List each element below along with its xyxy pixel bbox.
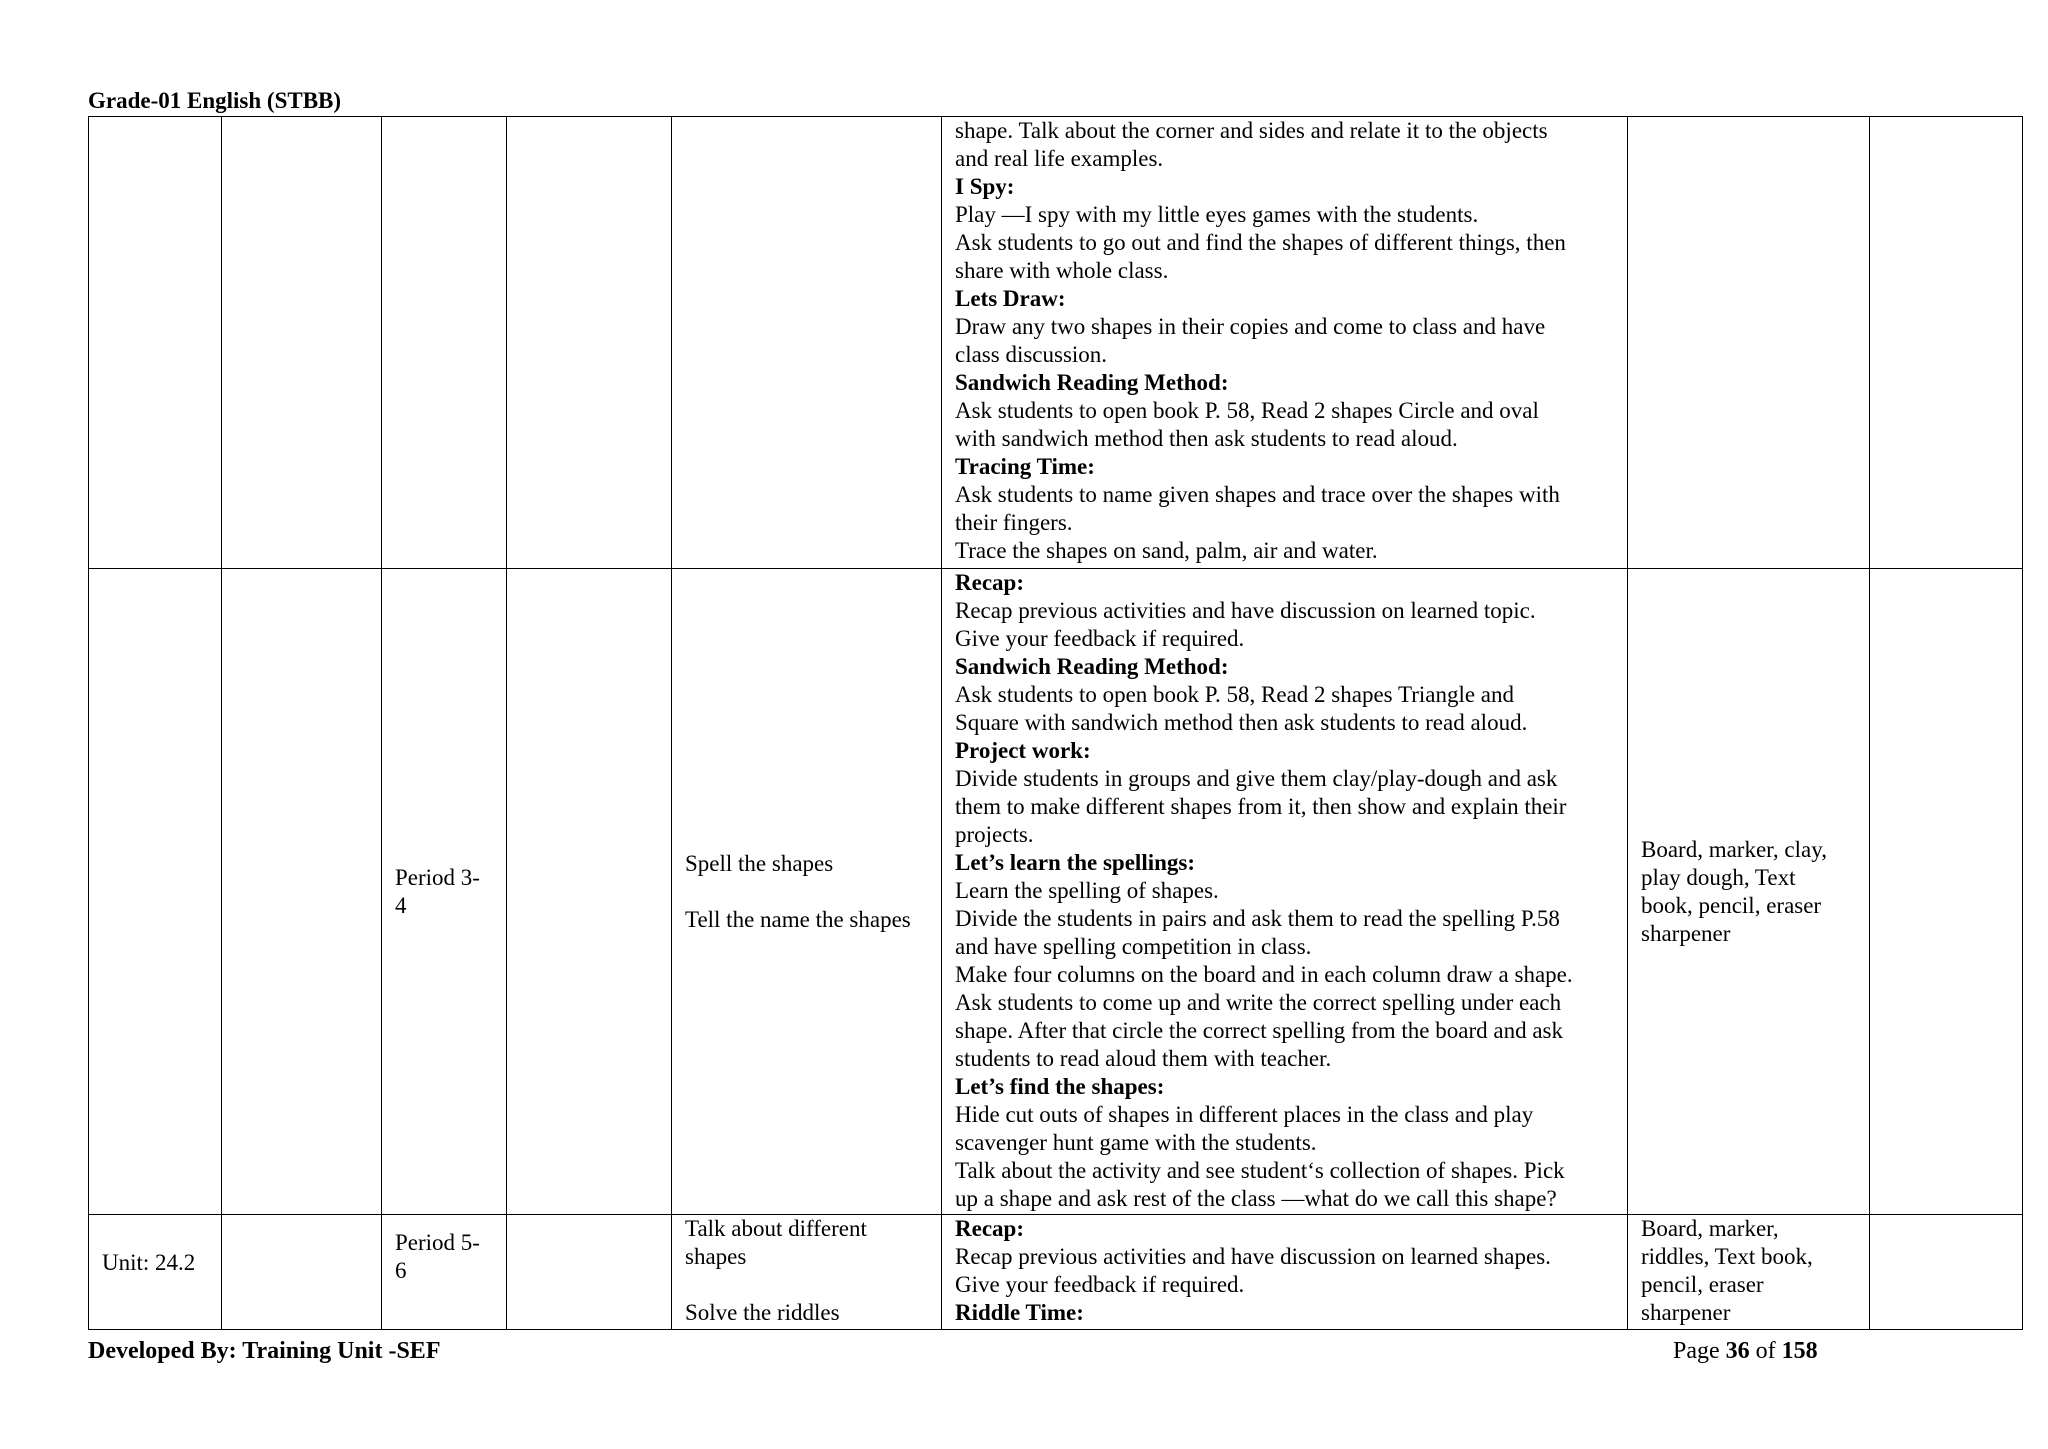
blank-cell <box>507 117 672 569</box>
resource-text: play dough, Text <box>1641 864 1796 890</box>
blank-cell <box>1870 1215 2023 1330</box>
period-label: 6 <box>395 1258 407 1283</box>
activity-text: up a shape and ask rest of the class ―what do we call this shape? <box>955 1186 1557 1211</box>
activity-text: Trace the shapes on sand, palm, air and water. <box>955 538 1378 563</box>
activity-text: Divide the students in pairs and ask them to read the spelling P.58 <box>955 906 1560 931</box>
resource-text: book, pencil, eraser <box>1641 892 1822 918</box>
developed-by: Developed By: Training Unit -SEF <box>88 1338 441 1364</box>
activity-text: Recap previous activities and have discussion on learned topic. <box>955 598 1536 623</box>
objective-text: Solve the riddles <box>685 1300 840 1325</box>
activity-text: Give your feedback if required. <box>955 1272 1245 1297</box>
activity-text: Give your feedback if required. <box>955 626 1245 651</box>
page-of: of <box>1755 1338 1776 1364</box>
activities-cell <box>942 569 1628 1215</box>
activity-heading: Recap: <box>955 1216 1024 1241</box>
activity-text: Play ―I spy with my little eyes games with the students. <box>955 202 1479 227</box>
activity-heading: Sandwich Reading Method: <box>955 370 1229 395</box>
activity-text: Make four columns on the board and in each column draw a shape. <box>955 962 1573 987</box>
unit-cell <box>89 569 222 1215</box>
period-cell <box>382 569 507 1215</box>
resources-cell <box>1628 569 1870 1215</box>
activity-text: shape. Talk about the corner and sides and relate it to the objects <box>955 118 1548 143</box>
activity-heading: Let’s learn the spellings: <box>955 850 1195 875</box>
resources-cell <box>1628 1215 1870 1330</box>
activity-text: scavenger hunt game with the students. <box>955 1130 1317 1155</box>
resource-text: Board, marker, <box>1641 1216 1779 1241</box>
activity-text: them to make different shapes from it, then show and explain their <box>955 794 1567 819</box>
page-total: 158 <box>1781 1338 1818 1364</box>
activity-text: Draw any two shapes in their copies and come to class and have <box>955 314 1546 339</box>
table-row <box>89 569 2023 1215</box>
activity-text: Divide students in groups and give them clay/play-dough and ask <box>955 766 1558 791</box>
blank-cell <box>1870 569 2023 1215</box>
activity-text: Recap previous activities and have discussion on learned shapes. <box>955 1244 1551 1269</box>
activity-text: Ask students to open book P. 58, Read 2 shapes Circle and oval <box>955 398 1539 423</box>
activity-heading: Tracing Time: <box>955 454 1095 479</box>
activity-heading: Lets Draw: <box>955 286 1066 311</box>
activity-text: and real life examples. <box>955 146 1164 171</box>
activity-text: Square with sandwich method then ask students to read aloud. <box>955 710 1528 735</box>
activity-text: Learn the spelling of shapes. <box>955 878 1219 903</box>
activity-heading: Recap: <box>955 570 1024 595</box>
page-current: 36 <box>1725 1338 1750 1364</box>
objectives-cell <box>672 1215 942 1330</box>
period-cell <box>382 1215 507 1330</box>
lesson-plan-table <box>88 116 2023 1330</box>
activity-heading: Sandwich Reading Method: <box>955 654 1229 679</box>
activity-heading: I Spy: <box>955 174 1015 199</box>
objective-text: Spell the shapes <box>685 850 834 876</box>
activity-text: class discussion. <box>955 342 1108 367</box>
activity-text: Ask students to name given shapes and trace over the shapes with <box>955 482 1560 507</box>
table-row <box>89 117 2023 569</box>
resources-cell <box>1628 117 1870 569</box>
activity-text: students to read aloud them with teacher. <box>955 1046 1332 1071</box>
activity-heading: Project work: <box>955 738 1091 763</box>
blank-cell <box>1870 117 2023 569</box>
activity-heading: Let’s find the shapes: <box>955 1074 1165 1099</box>
activity-text: Hide cut outs of shapes in different places in the class and play <box>955 1102 1534 1127</box>
unit-cell <box>89 117 222 569</box>
activity-text: Ask students to open book P. 58, Read 2 shapes Triangle and <box>955 682 1515 707</box>
period-label: Period 3- <box>395 864 480 890</box>
resource-text: sharpener <box>1641 1300 1731 1325</box>
objective-text: shapes <box>685 1244 747 1269</box>
blank-cell <box>507 1215 672 1330</box>
objective-text <box>685 1271 928 1299</box>
blank-cell <box>222 1215 382 1330</box>
activities-cell <box>942 117 1628 569</box>
activity-text: projects. <box>955 822 1034 847</box>
period-label: Period 5- <box>395 1230 480 1255</box>
resource-text: riddles, Text book, <box>1641 1244 1813 1269</box>
document-header: Grade-01 English (STBB) <box>88 88 342 113</box>
unit-cell <box>89 1215 222 1330</box>
objectives-cell <box>672 117 942 569</box>
activity-text: Ask students to come up and write the correct spelling under each <box>955 990 1562 1015</box>
objective-text: Talk about different <box>685 1216 867 1241</box>
activity-text: their fingers. <box>955 510 1073 535</box>
activity-text: and have spelling competition in class. <box>955 934 1312 959</box>
blank-cell <box>222 117 382 569</box>
activity-text: Ask students to go out and find the shapes of different things, then <box>955 230 1566 255</box>
page-label: Page <box>1673 1338 1720 1364</box>
resource-text: sharpener <box>1641 920 1731 946</box>
blank-cell <box>507 569 672 1215</box>
table-row <box>89 1215 2023 1330</box>
activity-text: shape. After that circle the correct spelling from the board and ask <box>955 1018 1563 1043</box>
resource-text: Board, marker, clay, <box>1641 836 1827 862</box>
activity-heading: Riddle Time: <box>955 1300 1084 1325</box>
activity-text: Talk about the activity and see student‘s collection of shapes. Pick <box>955 1158 1565 1183</box>
page-number <box>1673 1338 1818 1365</box>
activity-text: share with whole class. <box>955 258 1169 283</box>
period-cell <box>382 117 507 569</box>
objective-text <box>685 878 928 906</box>
objective-text: Tell the name the shapes <box>685 906 911 932</box>
activities-cell <box>942 1215 1628 1330</box>
blank-cell <box>222 569 382 1215</box>
resource-text: pencil, eraser <box>1641 1272 1764 1297</box>
objectives-cell <box>672 569 942 1215</box>
period-label: 4 <box>395 892 407 918</box>
unit-label: Unit: 24.2 <box>102 1250 196 1275</box>
activity-text: with sandwich method then ask students to read aloud. <box>955 426 1458 451</box>
